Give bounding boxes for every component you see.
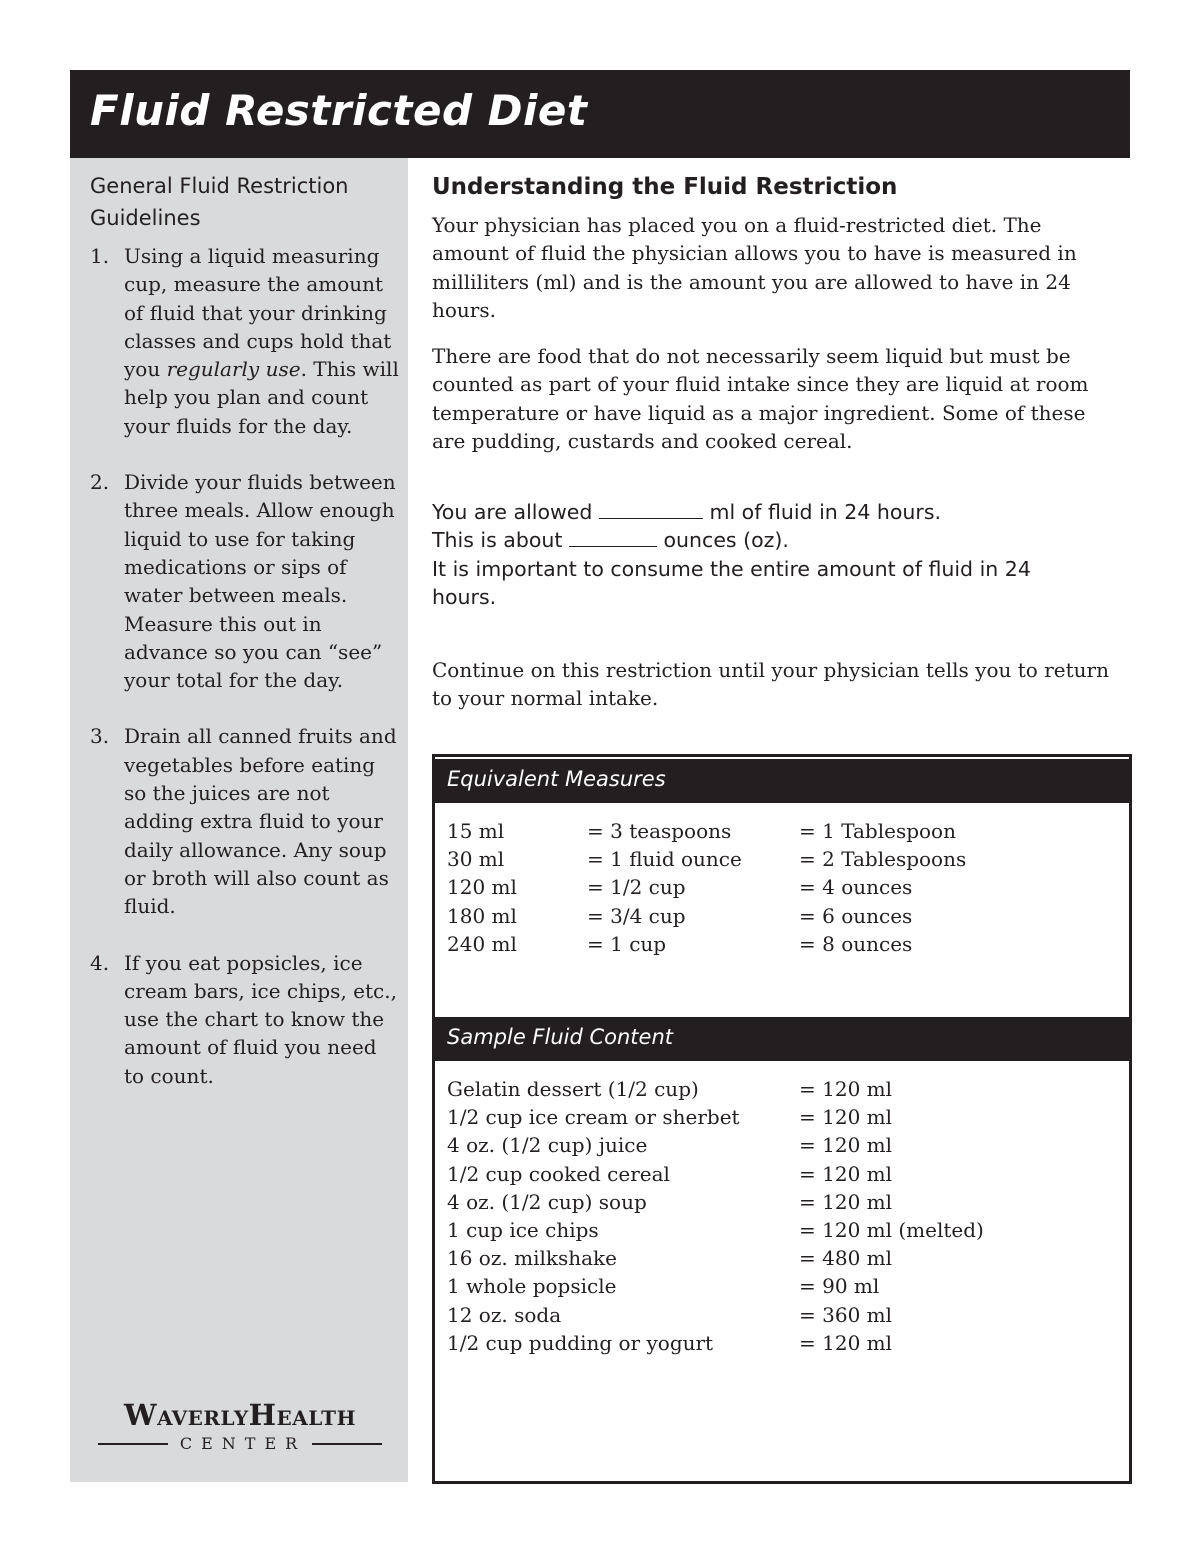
table-row: 4 oz. (1/2 cup) juice = 120 ml xyxy=(447,1133,893,1158)
ounces-unit: ounces (oz). xyxy=(663,528,789,553)
oz-blank-field[interactable] xyxy=(569,526,657,547)
page-title: Fluid Restricted Diet xyxy=(90,86,588,135)
guideline-text: Drain all canned fruits and vegetables before eating so the juices are not adding extra fluid to your daily allowance. Any soup or broth will also count as fluid. xyxy=(124,724,397,919)
table-row: 1 whole popsicle = 90 ml xyxy=(447,1274,880,1299)
sidebar-heading: General Fluid Restriction Guidelines xyxy=(90,174,349,230)
table-row: Gelatin dessert (1/2 cup) = 120 ml xyxy=(447,1077,893,1101)
table-row: 30 ml = 1 fluid ounce = 2 Tablespoons xyxy=(447,847,967,872)
table-row: 240 ml = 1 cup = 8 ounces xyxy=(447,931,913,956)
ml-blank-field[interactable] xyxy=(599,498,703,519)
guideline-emphasis: regularly use xyxy=(166,357,301,382)
allowance-block xyxy=(432,498,1122,611)
table-row: 1 cup ice chips = 120 ml (melted) xyxy=(447,1217,984,1242)
waverly-health-logo xyxy=(98,1398,382,1453)
measures-box xyxy=(432,754,1132,1484)
intro-paragraph: Your physician has placed you on a fluid-restricted diet. The amount of fluid the physician allows you to have is measured in milliliters (ml) and is the amount you are allowed to have in 24 hours. xyxy=(432,213,1077,322)
guidelines-list xyxy=(90,242,400,1118)
title-banner xyxy=(70,70,1130,158)
allowance-note: It is important to consume the entire amount of fluid in 24 hours. xyxy=(432,556,1031,609)
table-row: 1/2 cup pudding or yogurt = 120 ml xyxy=(447,1330,893,1355)
guideline-number: 3. xyxy=(90,724,110,749)
table-row: 1/2 cup cooked cereal = 120 ml xyxy=(447,1161,893,1186)
main-content xyxy=(432,170,1132,711)
guideline-item xyxy=(90,468,400,694)
sample-rows xyxy=(447,1075,1117,1357)
table-row: 16 oz. milkshake = 480 ml xyxy=(447,1246,893,1271)
guideline-item xyxy=(90,722,400,920)
allowance-unit: ml of fluid in 24 hours. xyxy=(709,500,942,524)
allowance-line-oz xyxy=(432,526,1122,554)
food-paragraph: There are food that do not necessarily seem liquid but must be counted as part of your fluid intake since they are liquid at room temperature or have liquid as a major ingredient. Some of these are pudding, custards and cooked cereal. xyxy=(432,344,1089,453)
main-heading: Understanding the Fluid Restriction xyxy=(432,174,898,200)
guideline-number: 1. xyxy=(90,244,110,268)
guideline-item xyxy=(90,242,400,440)
table-row: 180 ml = 3/4 cup = 6 ounces xyxy=(447,903,913,928)
logo-rule-right xyxy=(312,1443,382,1445)
guideline-number: 4. xyxy=(90,950,110,975)
allowance-line-ml xyxy=(432,498,1122,526)
guideline-text: Using a liquid measuring cup, measure the amount of fluid that your drinking classes and cups hold that you xyxy=(124,244,392,382)
guideline-text: Divide your fluids between three meals. Allow enough liquid to use for taking medications or sips of water between meals. Measure this out in advance so you can “see” your total for the day. xyxy=(124,470,396,693)
table-row: 4 oz. (1/2 cup) soup = 120 ml xyxy=(447,1189,893,1214)
logo-wordmark: WaverlyHealth xyxy=(124,1398,356,1432)
allowance-label: You are allowed xyxy=(432,500,593,524)
ounces-label: This is about xyxy=(432,528,563,553)
guideline-number: 2. xyxy=(90,470,110,495)
logo-rule-left xyxy=(98,1443,168,1445)
guideline-text: If you eat popsicles, ice cream bars, ice chips, etc., use the chart to know the amount of fluid you need to count. xyxy=(124,950,397,1088)
table-row: 120 ml = 1/2 cup = 4 ounces xyxy=(447,875,913,900)
sample-header xyxy=(435,1017,1129,1061)
equivalent-title: Equivalent Measures xyxy=(447,767,666,791)
table-row: 15 ml = 3 teaspoons = 1 Tablespoon xyxy=(447,819,956,843)
continue-paragraph: Continue on this restriction until your physician tells you to return to your normal intake. xyxy=(432,658,1109,711)
table-row: 12 oz. soda = 360 ml xyxy=(447,1302,893,1327)
sample-title: Sample Fluid Content xyxy=(447,1025,673,1049)
table-row: 1/2 cup ice cream or sherbet = 120 ml xyxy=(447,1105,893,1130)
logo-center-text: CENTER xyxy=(179,1434,307,1453)
equivalent-header xyxy=(435,759,1129,803)
guideline-text-end: . This will help you plan and count your fluids for the day. xyxy=(124,357,399,438)
logo-subline xyxy=(98,1434,382,1453)
guidelines-sidebar xyxy=(70,158,408,1482)
equivalent-rows xyxy=(447,817,1117,958)
guideline-item xyxy=(90,949,400,1090)
